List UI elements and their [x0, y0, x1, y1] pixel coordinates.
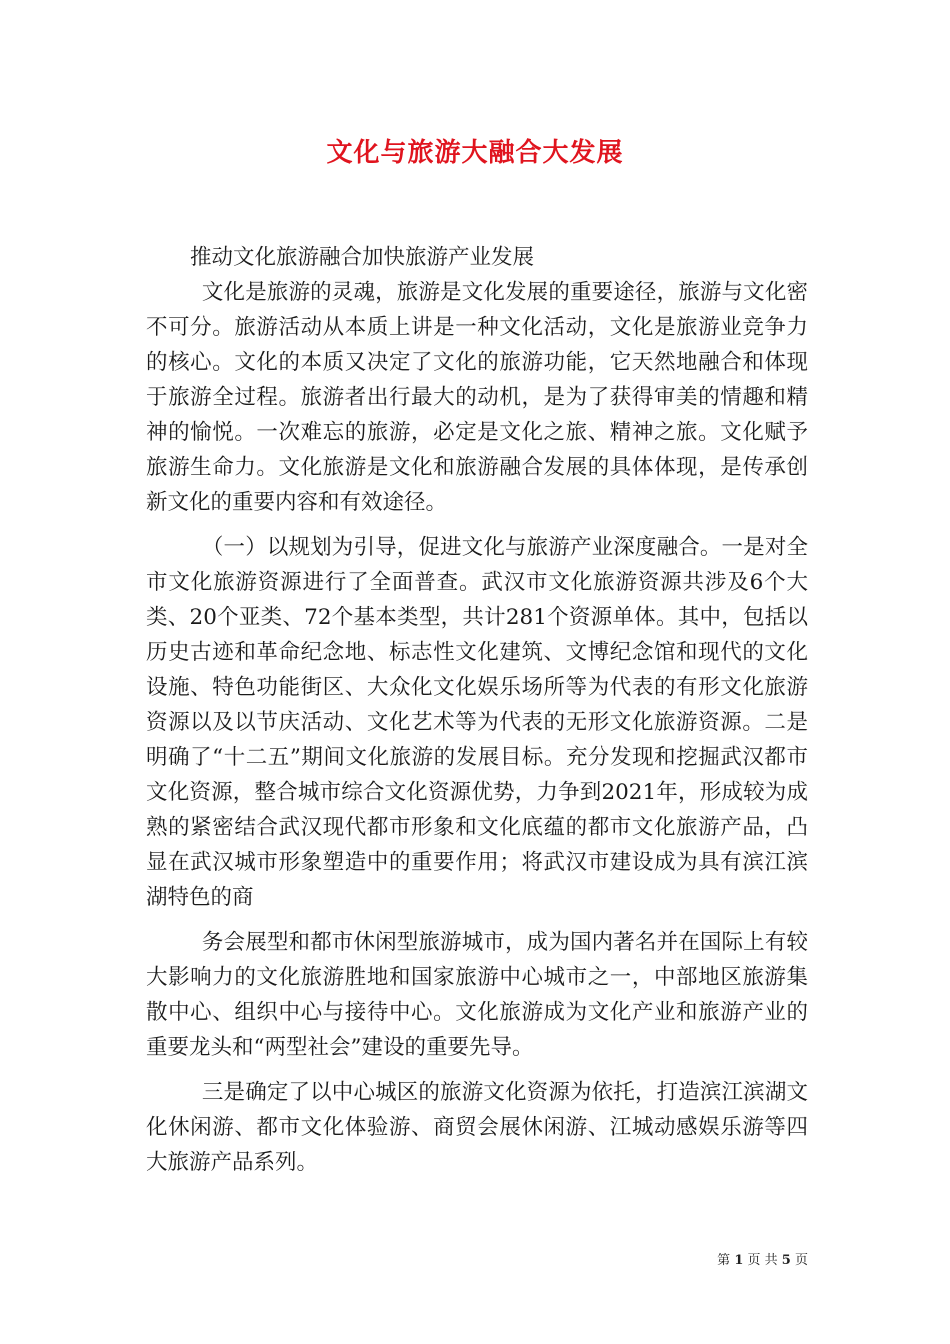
document-body — [146, 240, 808, 1180]
paragraph-2: （一）以规划为引导，促进文化与旅游产业深度融合。一是对全市文化旅游资源进行了全面普查。武汉市文化旅游资源共涉及6个大类、20个亚类、72个基本类型，共计281个资源单体。其中，包括以历史古迹和革命纪念地、标志性文化建筑、文博纪念馆和现代的文化设施、特色功能街区、大众化文化娱乐场所等为代表的有形文化旅游资源以及以节庆活动、文化艺术等为代表的无形文化旅游资源。二是明确了“十二五”期间文化旅游的发展目标。充分发现和挖掘武汉都市文化资源，整合城市综合文化资源优势，力争到2021年，形成较为成熟的紧密结合武汉现代都市形象和文化底蕴的都市文化旅游产品，凸显在武汉城市形象塑造中的重要作用；将武汉市建设成为具有滨江滨湖特色的商 — [146, 535, 808, 910]
paragraph-3: 务会展型和都市休闲型旅游城市，成为国内著名并在国际上有较大影响力的文化旅游胜地和国家旅游中心城市之一，中部地区旅游集散中心、组织中心与接待中心。文化旅游成为文化产业和旅游产业的重要龙头和“两型社会”建设的重要先导。 — [146, 930, 808, 1060]
paragraph-4: 三是确定了以中心城区的旅游文化资源为依托，打造滨江滨湖文化休闲游、都市文化体验游、商贸会展休闲游、江城动感娱乐游等四大旅游产品系列。 — [146, 1080, 808, 1175]
footer-middle: 页 共 — [747, 1253, 778, 1268]
page-title: 文化与旅游大融合大发展 — [326, 138, 624, 168]
footer-suffix: 页 — [794, 1253, 808, 1268]
footer-prefix: 第 — [717, 1253, 731, 1268]
page-footer — [717, 1249, 808, 1268]
footer-total-pages: 5 — [781, 1253, 791, 1268]
footer-current-page: 1 — [734, 1253, 744, 1268]
document-subtitle: 推动文化旅游融合加快旅游产业发展 — [190, 245, 535, 270]
paragraph-1: 文化是旅游的灵魂，旅游是文化发展的重要途径，旅游与文化密不可分。旅游活动从本质上讲是一种文化活动，文化是旅游业竞争力的核心。文化的本质又决定了文化的旅游功能，它天然地融合和体现于旅游全过程。旅游者出行最大的动机，是为了获得审美的情趣和精神的愉悦。一次难忘的旅游，必定是文化之旅、精神之旅。文化赋予旅游生命力。文化旅游是文化和旅游融合发展的具体体现，是传承创新文化的重要内容和有效途径。 — [146, 280, 808, 515]
